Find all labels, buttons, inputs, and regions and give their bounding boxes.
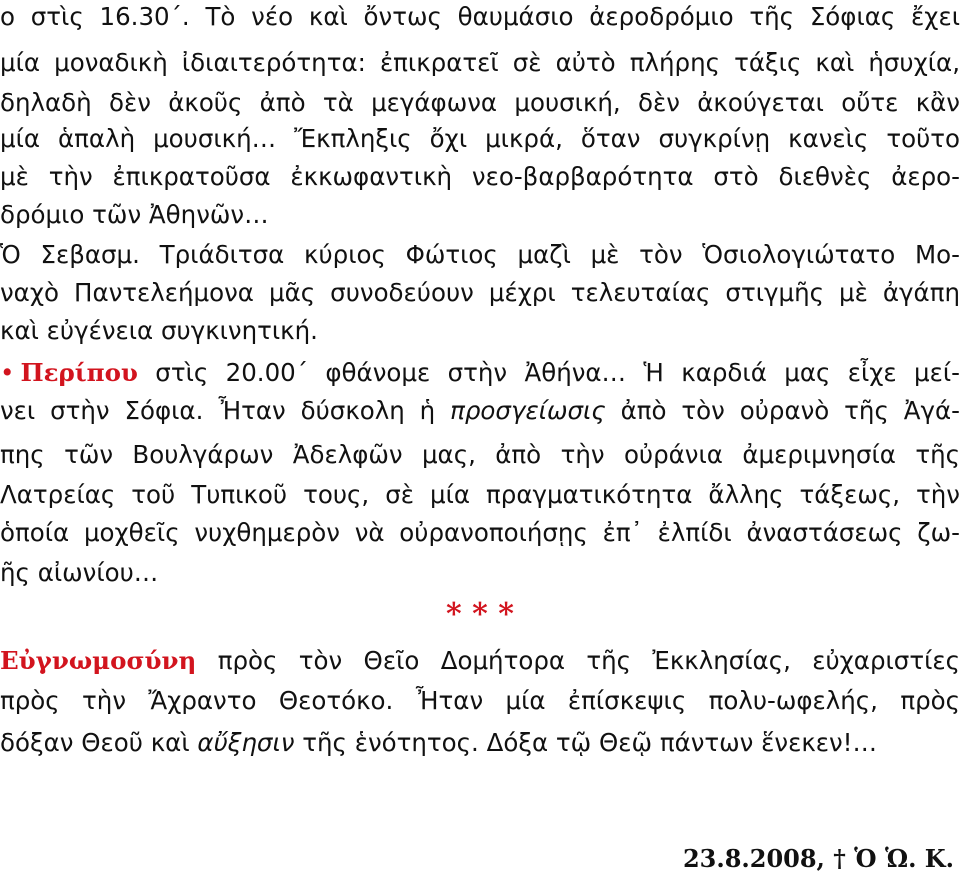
line-text: στὶς 20.00΄ φθάνομε στὴν Ἀθήνα… Ἡ καρδιά μας εἶχε μεί- [155,358,960,387]
paragraph-line: δρόμιο τῶν Ἀθηνῶν… [0,200,269,229]
paragraph-line: καὶ εὐγένεια συγκινητική. [0,316,318,345]
signature: 23.8.2008, † Ὁ Ὡ. Κ. [682,844,954,873]
italic-word: προσγείωσις [450,396,606,425]
paragraph-line: ο στὶς 16.30΄. Τὸ νέο καὶ ὄντως θαυμάσιο ἀεροδρόμιο τῆς Σόφιας ἔχει [0,2,960,31]
line-text: τῆς ἑνότητος. Δόξα τῷ Θεῷ πάντων ἕνεκεν!… [302,728,878,757]
line-text: πρὸς τὸν Θεῖο Δομήτορα τῆς Ἐκκλησίας, εὐχαριστίες [217,646,960,675]
paragraph-line: δηλαδὴ δὲν ἀκοῦς ἀπὸ τὰ μεγάφωνα μουσική, δὲν ἀκούγεται οὔτε κἂν [0,88,960,117]
section-separator: * * * [446,597,514,632]
paragraph-line: ῆς αἰωνίου… [0,558,159,587]
paragraph-line [0,726,960,760]
emphasis-word: Περίπου [20,358,138,387]
paragraph-line: ὁποία μοχθεῖς νυχθημερὸν νὰ οὐρανοποιήσῃς ἐπ᾽ ἐλπίδι ἀναστάσεως ζω- [0,518,960,547]
paragraph-line [0,644,960,678]
paragraph-line: μία μοναδικὴ ἰδιαιτερότητα: ἐπικρατεῖ σὲ αὐτὸ πλήρης τάξις καὶ ἡσυχία, [0,48,960,77]
paragraph-line: Λατρείας τοῦ Τυπικοῦ τους, σὲ μία πραγματικότητα ἄλλης τάξεως, τὴν [0,480,960,509]
line-text: ἀπὸ τὸν οὐρανὸ τῆς Ἀγά- [620,396,960,425]
bullet-icon: • [0,358,15,387]
paragraph-line: πης τῶν Βουλγάρων Ἀδελφῶν μας, ἀπὸ τὴν οὐράνια ἀμεριμνησία τῆς [0,440,960,469]
paragraph-line [0,356,960,390]
italic-word: αὔξησιν [197,728,295,757]
paragraph-line: μὲ τὴν ἐπικρατοῦσα ἐκκωφαντικὴ νεο-βαρβαρότητα στὸ διεθνὲς ἀερο- [0,162,960,191]
line-text: νει στὴν Σόφια. Ἦταν δύσκολη ἡ [0,396,436,425]
paragraph-line: ναχὸ Παντελεήμονα μᾶς συνοδεύουν μέχρι τελευταίας στιγμῆς μὲ ἀγάπη [0,278,960,307]
paragraph-line: πρὸς τὴν Ἄχραντο Θεοτόκο. Ἦταν μία ἐπίσκεψις πολυ-ωφελής, πρὸς [0,686,960,715]
emphasis-word: Εὐγνωμοσύνη [0,646,197,675]
paragraph-line: Ὁ Σεβασμ. Τριάδιτσα κύριος Φώτιος μαζὶ μὲ τὸν Ὁσιολογιώτατο Μο- [0,240,960,269]
paragraph-line: μία ἁπαλὴ μουσική… Ἔκπληξις ὄχι μικρά, ὅταν συγκρίνῃ κανεὶς τοῦτο [0,124,960,153]
paragraph-line [0,394,960,428]
line-text: δόξαν Θεοῦ καὶ [0,728,190,757]
